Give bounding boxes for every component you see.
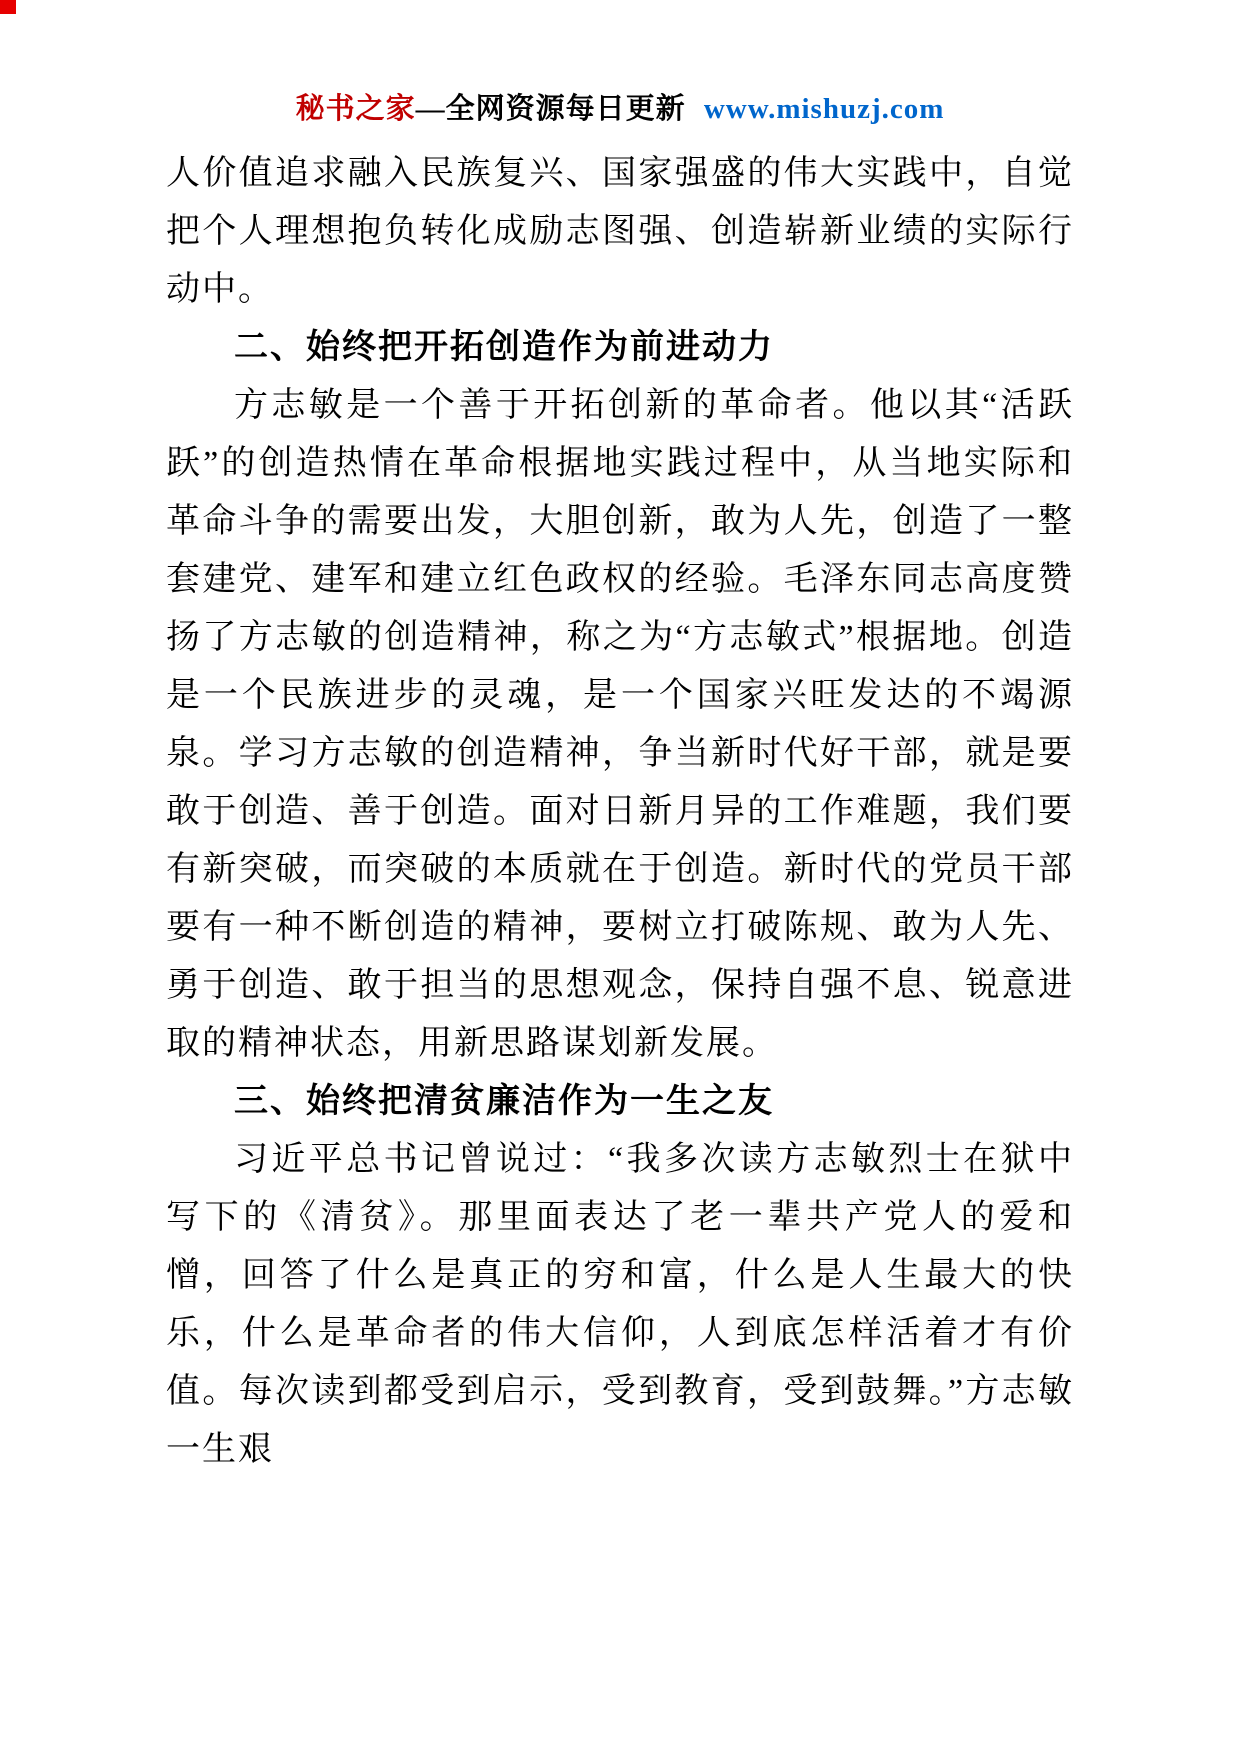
body-paragraph: 人价值追求融入民族复兴、国家强盛的伟大实践中，自觉把个人理想抱负转化成励志图强、创造崭新业绩的实际行动中。 <box>166 155 1074 308</box>
corner-artifact <box>0 0 16 14</box>
document-body <box>166 145 1074 1479</box>
body-paragraph: 习近平总书记曾说过：“我多次读方志敏烈士在狱中写下的《清贫》。那里面表达了老一辈共产党人的爱和憎，回答了什么是真正的穷和富，什么是人生最大的快乐，什么是革命者的伟大信仰，人到底怎样活着才有价值。每次读到都受到启示，受到教育，受到鼓舞。”方志敏一生艰 <box>166 1141 1074 1468</box>
header-tagline: —全网资源每日更新 <box>415 93 686 125</box>
section-heading: 二、始终把开拓创造作为前进动力 <box>234 329 774 366</box>
site-url-link[interactable]: www.mishuzj.com <box>703 93 945 125</box>
site-brand: 秘书之家 <box>295 93 416 125</box>
page-header <box>166 86 1074 127</box>
body-paragraph: 方志敏是一个善于开拓创新的革命者。他以其“活跃跃”的创造热情在革命根据地实践过程中，从当地实际和革命斗争的需要出发，大胆创新，敢为人先，创造了一整套建党、建军和建立红色政权的经验。毛泽东同志高度赞扬了方志敏的创造精神，称之为“方志敏式”根据地。创造是一个民族进步的灵魂，是一个国家兴旺发达的不竭源泉。学习方志敏的创造精神，争当新时代好干部，就是要敢于创造、善于创造。面对日新月异的工作难题，我们要有新突破，而突破的本质就在于创造。新时代的党员干部要有一种不断创造的精神，要树立打破陈规、敢为人先、勇于创造、敢于担当的思想观念，保持自强不息、锐意进取的精神状态，用新思路谋划新发展。 <box>166 387 1074 1062</box>
section-heading: 三、始终把清贫廉洁作为一生之友 <box>234 1083 774 1120</box>
